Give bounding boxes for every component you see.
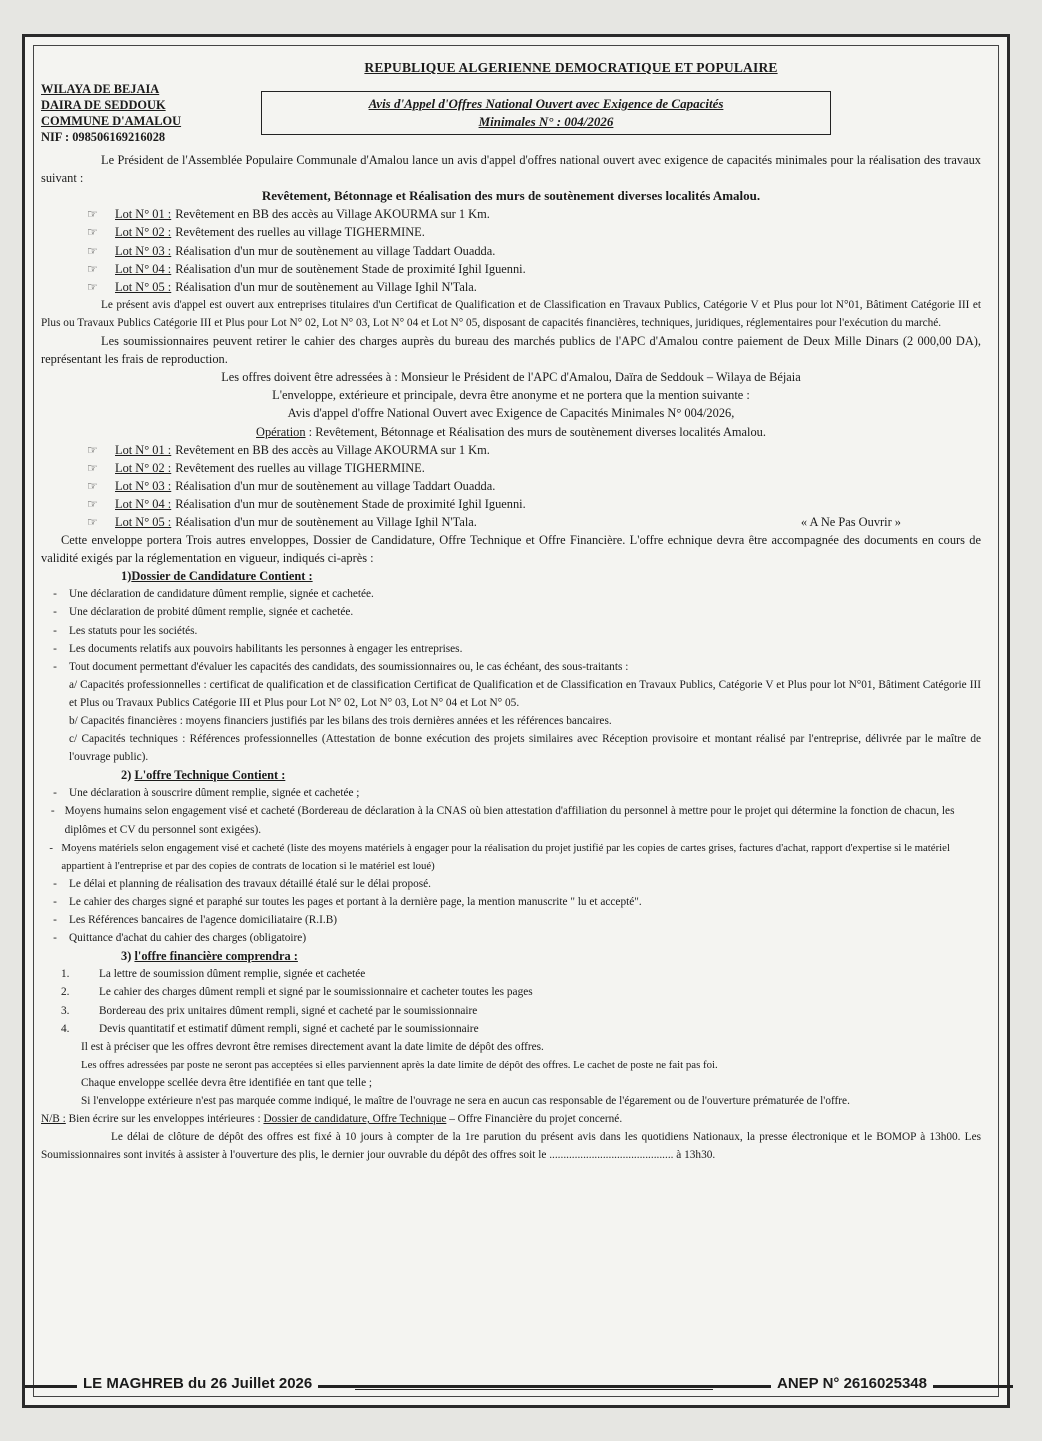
eligibility-paragraph: Le présent avis d'appel est ouvert aux entreprises titulaires d'un Certificat de Qualification et de Classification en Travaux Publics, Catégorie V et Plus pour lot N°01, Bâtiment Catégorie III et Plus ou Travaux Publics Catégorie III et Plus pour Lot N° 02, Lot N° 03, Lot N° 04 et Lot N° 05, disposant de capacités financières, techniques, juridiques, réglementaires pour l'exécution du marché.: [41, 298, 981, 329]
capacity-a: a/ Capacités professionnelles : certificat de qualification et de classification Certificat de Qualification et de Classification en Travaux Publics, Catégorie V et Plus pour lot N°01, Bâtiment Catégorie III et Plus ou Travaux Publics Catégorie III et Plus pour Lot N° 02, Lot N° 03, Lot N° 04 et Lot N° 05.: [69, 678, 981, 709]
numbered-item: 4. Devis quantitatif et estimatif dûment rempli, signé et cacheté par le soumissionnaire: [61, 1022, 479, 1035]
lots-list-1: [87, 205, 981, 295]
title-line-2: Minimales N° : 004/2026: [478, 114, 614, 130]
pointing-hand-icon: ☞: [87, 225, 98, 240]
operation-line: Opération : Revêtement, Bétonnage et Réalisation des murs de soutènement diverses localités Amalou.: [256, 424, 766, 439]
lots-list-2: [87, 441, 981, 531]
capacity-b: b/ Capacités financières : moyens financiers justifiés par les bilans des trois dernières années et les références bancaires.: [69, 715, 612, 727]
intro-paragraph: Le Président de l'Assemblée Populaire Communale d'Amalou lance un avis d'appel d'offres national ouvert avec exigence de capacités minimales pour la réalisation des travaux suivant :: [41, 153, 981, 186]
pointing-hand-icon: ☞: [87, 514, 98, 529]
envelope-paragraph: L'enveloppe, extérieure et principale, devra être anonyme et ne portera que la mention suivante :: [272, 388, 750, 403]
lot-item: ☞ Lot N° 02 : Revêtement des ruelles au village TIGHERMINE.: [87, 459, 981, 477]
newspaper-label: LE MAGHREB du 26 Juillet 2026: [77, 1375, 318, 1392]
lot-item: ☞ Lot N° 04 : Réalisation d'un mur de soutènement Stade de proximité Ighil Iguenni.: [87, 260, 981, 278]
note-outer-envelope: Si l'enveloppe extérieure n'est pas marquée comme indiqué, le maître de l'ouvrage ne sera en aucun cas responsable de l'égarement ou de l'ouverture prématurée de l'offre.: [81, 1094, 850, 1107]
list-item: - Une déclaration de probité dûment remplie, signée et cachetée.: [53, 606, 354, 619]
list-item: - Moyens matériels selon engagement visé et cacheté (liste des moyens matériels à engager pour la réalisation du projet justifié par les copies de cartes grises, factures d'achat, rapport d'expertise si le matériel appartient à l'entreprise et par des copies de contrats de location si le matériel est loué): [49, 841, 950, 872]
section-3-heading: 3) l'offre financière comprendra :: [121, 949, 298, 964]
do-not-open-mention: « A Ne Pas Ouvrir »: [800, 514, 901, 529]
section-2-heading: 2) L'offre Technique Contient :: [121, 768, 286, 783]
list-item: - Une déclaration de candidature dûment remplie, signée et cachetée.: [53, 588, 374, 601]
lot-item: ☞ Lot N° 05 : Réalisation d'un mur de soutènement au Village Ighil N'Tala. « A Ne Pas Ouvrir »: [87, 513, 981, 531]
footer-rule-thin: [355, 1389, 713, 1390]
lot-item: ☞ Lot N° 01 : Revêtement en BB des accès au Village AKOURMA sur 1 Km.: [87, 205, 981, 223]
list-item: - Les Références bancaires de l'agence domiciliataire (R.I.B): [53, 914, 338, 927]
list-item: - Le cahier des charges signé et paraphé sur toutes les pages et portant à la dernière page, la mention manuscrite " lu et accepté".: [53, 895, 642, 908]
lot-item: ☞ Lot N° 04 : Réalisation d'un mur de soutènement Stade de proximité Ighil Iguenni.: [87, 495, 981, 513]
section-1-heading: 1)Dossier de Candidature Contient :: [121, 569, 313, 584]
note-sealed: Chaque enveloppe scellée devra être identifiée en tant que telle ;: [81, 1076, 373, 1089]
republic-heading: REPUBLIQUE ALGERIENNE DEMOCRATIQUE ET POPULAIRE: [364, 60, 778, 75]
avis-mention: Avis d'appel d'offre National Ouvert avec Exigence de Capacités Minimales N° 004/2026,: [287, 406, 735, 421]
commune-label: COMMUNE D'AMALOU: [41, 114, 182, 129]
note-delivery: Il est à préciser que les offres devront être remises directement avant la date limite de dépôt des offres.: [81, 1040, 544, 1053]
pointing-hand-icon: ☞: [87, 442, 98, 457]
withdraw-paragraph: Les soumissionnaires peuvent retirer le cahier des charges auprès du bureau des marchés publics de l'APC d'Amalou contre paiement de Deux Mille Dinars (2 000,00 DA), représentant les frais de reproduction.: [41, 334, 981, 367]
lot-item: ☞ Lot N° 05 : Réalisation d'un mur de soutènement au Village Ighil N'Tala.: [87, 278, 981, 296]
list-item: - Les statuts pour les sociétés.: [53, 624, 198, 637]
list-item: - Une déclaration à souscrire dûment remplie, signée et cachetée ;: [53, 787, 360, 800]
list-item: - Le délai et planning de réalisation des travaux détaillé étalé sur le délai proposé.: [53, 877, 431, 890]
pointing-hand-icon: ☞: [87, 496, 98, 511]
pointing-hand-icon: ☞: [87, 207, 98, 222]
notice-title-box: [261, 91, 831, 135]
list-item: - Moyens humains selon engagement visé et cacheté (Bordereau de déclaration à la CNAS où bien attestation d'affiliation du personnel à mettre pour le projet qui détermine la fonction de chacun, les diplômes et CV du personnel sont exigées).: [50, 805, 955, 836]
note-post: Les offres adressées par poste ne seront pas acceptées si elles parviennent après la date limite de dépôt des offres. Le cachet de poste ne fait pas foi.: [81, 1058, 718, 1071]
nb-line: N/B : Bien écrire sur les enveloppes intérieures : Dossier de candidature, Offre Technique – Offre Financière du projet concerné.: [41, 1113, 623, 1126]
pointing-hand-icon: ☞: [87, 478, 98, 493]
nif-label: NIF : 098506169216028: [41, 130, 166, 145]
wilaya-label: WILAYA DE BEJAIA: [41, 82, 160, 97]
header-row: [41, 81, 981, 145]
anep-number: ANEP N° 2616025348: [771, 1375, 933, 1392]
project-title: Revêtement, Bétonnage et Réalisation des murs de soutènement diverses localités Amalou.: [261, 188, 761, 204]
title-line-1: Avis d'Appel d'Offres National Ouvert avec Exigence de Capacités: [368, 96, 724, 112]
numbered-item: 2. Le cahier des charges dûment rempli et signé par le soumissionnaire et cacheter toutes les pages: [61, 986, 533, 999]
three-envelopes-paragraph: Cette enveloppe portera Trois autres enveloppes, Dossier de Candidature, Offre Technique et Offre Financière. L'offre echnique devra être accompagnée des documents en cours de validité exigés par la réglementation en vigueur, indiqués ci-après :: [41, 533, 981, 566]
numbered-item: 3. Bordereau des prix unitaires dûment rempli, signé et cacheté par le soumissionnaire: [61, 1004, 478, 1017]
pointing-hand-icon: ☞: [87, 243, 98, 258]
capacity-c: c/ Capacités techniques : Références professionnelles (Attestation de bonne exécution des projets similaires avec Réception provisoire et montant réalisé par l'entreprise, délivrée par le maître de l'ouvrage public).: [69, 733, 981, 764]
notice-content: [41, 59, 981, 1164]
lot-item: ☞ Lot N° 01 : Revêtement en BB des accès au Village AKOURMA sur 1 Km.: [87, 441, 981, 459]
lot-item: ☞ Lot N° 03 : Réalisation d'un mur de soutènement au village Taddart Ouadda.: [87, 477, 981, 495]
daira-label: DAIRA DE SEDDOUK: [41, 98, 166, 113]
lot-item: ☞ Lot N° 03 : Réalisation d'un mur de soutènement au village Taddart Ouadda.: [87, 242, 981, 260]
deadline-paragraph: Le délai de clôture de dépôt des offres est fixé à 10 jours à compter de la 1re parution du présent avis dans les quotidiens Nationaux, la presse électronique et le BOMOP à 13h00. Les Soumissionnaires sont invités à assister à l'ouverture des plis, le dernier jour ouvrable du dépôt des offres soit le ............................................ à 13h30.: [41, 1131, 981, 1162]
list-item: - Les documents relatifs aux pouvoirs habilitants les personnes à engager les entreprises.: [53, 642, 463, 655]
pointing-hand-icon: ☞: [87, 460, 98, 475]
numbered-item: 1. La lettre de soumission dûment remplie, signée et cachetée: [61, 968, 366, 981]
pointing-hand-icon: ☞: [87, 261, 98, 276]
pointing-hand-icon: ☞: [87, 279, 98, 294]
lot-item: ☞ Lot N° 02 : Revêtement des ruelles au village TIGHERMINE.: [87, 223, 981, 241]
address-paragraph: Les offres doivent être adressées à : Monsieur le Président de l'APC d'Amalou, Daïra de Seddouk – Wilaya de Béjaia: [221, 370, 801, 385]
notice-page: [22, 34, 1010, 1408]
authority-block: [41, 81, 241, 145]
list-item: - Tout document permettant d'évaluer les capacités des candidats, des soumissionnaires ou, le cas échéant, des sous-traitants :: [53, 660, 629, 673]
list-item: - Quittance d'achat du cahier des charges (obligatoire): [53, 932, 307, 945]
